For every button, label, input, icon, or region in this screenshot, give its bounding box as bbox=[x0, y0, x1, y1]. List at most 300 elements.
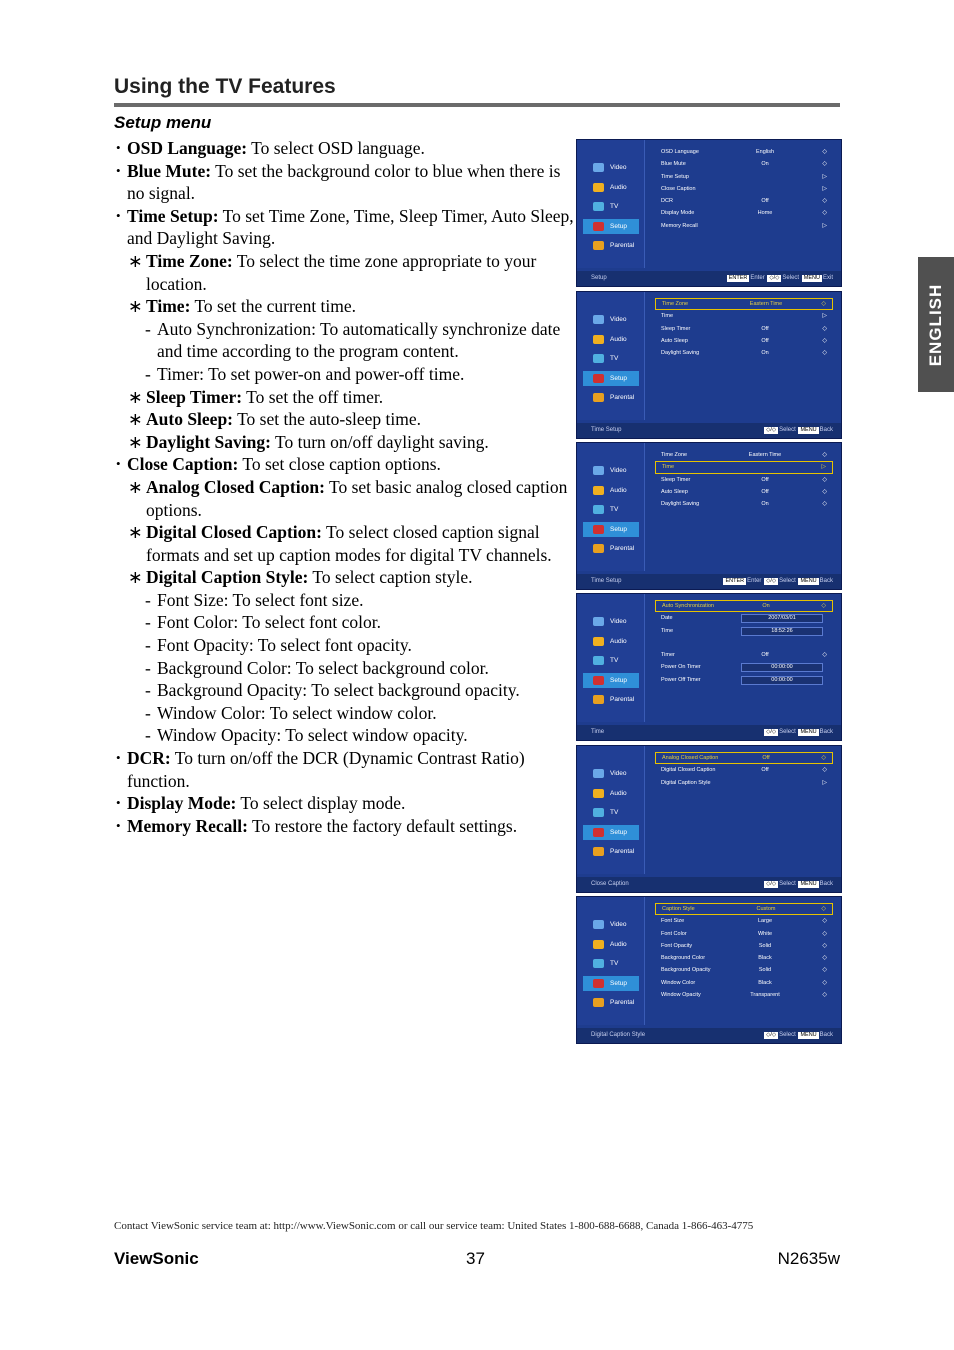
osd-nav-label: Setup bbox=[610, 829, 627, 836]
feature-description: To turn on/off the DCR (Dynamic Contrast Ratio) function. bbox=[127, 748, 525, 791]
arrow-icon: ◇ bbox=[822, 198, 827, 205]
osd-sidebar bbox=[577, 746, 645, 874]
feature-item bbox=[114, 205, 574, 250]
video-icon bbox=[593, 315, 604, 324]
parental-icon bbox=[593, 393, 604, 402]
osd-nav-audio bbox=[583, 180, 639, 195]
feature-description: To set close caption options. bbox=[238, 454, 441, 475]
osd-option-row bbox=[655, 674, 833, 686]
osd-option-row bbox=[655, 977, 833, 989]
setup-icon bbox=[593, 828, 604, 837]
feature-term: DCR: bbox=[127, 748, 171, 769]
osd-nav-setup bbox=[583, 371, 639, 386]
feature-description: Window Color: To select window color. bbox=[157, 702, 437, 723]
osd-option-row bbox=[655, 764, 833, 776]
osd-nav-setup bbox=[583, 219, 639, 234]
audio-icon bbox=[593, 183, 604, 192]
osd-option-row bbox=[655, 310, 833, 322]
title-rule bbox=[114, 103, 840, 107]
osd-options bbox=[655, 449, 833, 510]
feature-item bbox=[114, 363, 574, 386]
arrow-icon: ◇ bbox=[822, 210, 827, 217]
setup-icon bbox=[593, 374, 604, 383]
enter-key: ENTER bbox=[728, 275, 748, 281]
arrow-icon: ◇ bbox=[822, 767, 827, 774]
osd-option-row bbox=[655, 195, 833, 207]
feature-description: To set Time Zone, Time, Sleep Timer, Auto Sleep, and Daylight Saving. bbox=[127, 205, 574, 249]
osd-option-value: On bbox=[762, 603, 770, 609]
osd-option-label: Digital Closed Caption bbox=[661, 767, 716, 774]
osd-footer bbox=[577, 574, 841, 589]
osd-nav-audio bbox=[583, 937, 639, 952]
osd-nav-tv bbox=[583, 805, 639, 820]
feature-item bbox=[114, 137, 574, 160]
menu-label: Back bbox=[819, 881, 833, 887]
osd-option-label: Background Opacity bbox=[661, 967, 711, 974]
feature-description: To set basic analog closed caption options. bbox=[146, 476, 568, 520]
osd-option-row bbox=[655, 915, 833, 927]
enter-key: ENTER bbox=[725, 578, 745, 584]
osd-option-value: English bbox=[755, 149, 775, 155]
osd-sidebar bbox=[577, 594, 645, 722]
feature-item bbox=[114, 815, 574, 838]
osd-screen bbox=[576, 745, 842, 893]
osd-nav-label: TV bbox=[610, 657, 619, 664]
osd-option-row bbox=[655, 928, 833, 940]
feature-term: Digital Caption Style: bbox=[146, 567, 309, 588]
arrow-icon: ◇ bbox=[821, 603, 826, 609]
osd-footer bbox=[577, 1028, 841, 1043]
osd-nav-setup bbox=[583, 522, 639, 537]
osd-nav-label: Video bbox=[610, 467, 627, 474]
feature-item bbox=[114, 453, 574, 476]
select-key: ◇/◇ bbox=[769, 275, 780, 281]
osd-option-value: Off bbox=[761, 767, 769, 774]
feature-item bbox=[114, 408, 574, 431]
osd-option-row bbox=[655, 347, 833, 359]
osd-option-label: Background Color bbox=[661, 955, 706, 962]
osd-option-label: Caption Style bbox=[662, 906, 695, 912]
osd-option-value: Eastern Time bbox=[748, 452, 782, 458]
osd-options bbox=[655, 752, 833, 789]
arrow-icon: ▷ bbox=[821, 464, 826, 471]
osd-nav-label: Setup bbox=[610, 980, 627, 987]
osd-footer bbox=[577, 877, 841, 892]
feature-term: Analog Closed Caption: bbox=[146, 476, 325, 497]
osd-nav-label: Setup bbox=[610, 526, 627, 533]
osd-option-label: Sleep Timer bbox=[661, 476, 691, 483]
parental-icon bbox=[593, 695, 604, 704]
osd-option-value: Off bbox=[761, 652, 769, 659]
feature-item bbox=[114, 295, 574, 318]
osd-option-label: Auto Sleep bbox=[661, 337, 688, 344]
contact-line: Contact ViewSonic service team at: http://www.ViewSonic.com or call our service team: United States 1-800-688-6688, Canada 1-866-463-4775 bbox=[114, 1220, 754, 1232]
osd-option-label: Font Opacity bbox=[661, 942, 693, 949]
enter-label: Enter bbox=[750, 275, 765, 281]
osd-footer-title: Time Setup bbox=[591, 578, 622, 584]
menu-label: Back bbox=[819, 1032, 833, 1038]
osd-option-row bbox=[655, 146, 833, 158]
osd-option-label: Power On Timer bbox=[661, 664, 701, 671]
osd-screen bbox=[576, 442, 842, 590]
parental-icon bbox=[593, 544, 604, 553]
feature-item bbox=[114, 747, 574, 792]
osd-sidebar bbox=[577, 292, 645, 420]
osd-option-value: Home bbox=[757, 210, 773, 217]
osd-options bbox=[655, 298, 833, 359]
osd-nav-parental bbox=[583, 692, 639, 707]
setup-icon bbox=[593, 222, 604, 231]
feature-item bbox=[114, 386, 574, 409]
osd-option-label: Memory Recall bbox=[661, 222, 698, 229]
osd-option-row bbox=[655, 752, 833, 764]
feature-term: Memory Recall: bbox=[127, 815, 248, 836]
video-icon bbox=[593, 920, 604, 929]
feature-item bbox=[114, 657, 574, 680]
osd-option-row bbox=[655, 637, 833, 649]
osd-option-row bbox=[655, 474, 833, 486]
feature-item bbox=[114, 318, 574, 363]
osd-footer-title: Close Caption bbox=[591, 881, 629, 887]
arrow-icon: ▷ bbox=[822, 222, 827, 229]
osd-option-value: Large bbox=[757, 918, 773, 925]
arrow-icon: ◇ bbox=[822, 955, 827, 962]
osd-option-row bbox=[655, 207, 833, 219]
video-icon bbox=[593, 163, 604, 172]
feature-description: Background Color: To select background color. bbox=[157, 657, 489, 678]
tv-icon bbox=[593, 656, 604, 665]
audio-icon bbox=[593, 335, 604, 344]
osd-option-row bbox=[655, 989, 833, 1001]
feature-term: Close Caption: bbox=[127, 454, 239, 475]
osd-nav-label: Video bbox=[610, 921, 627, 928]
osd-nav-setup bbox=[583, 825, 639, 840]
osd-nav-audio bbox=[583, 786, 639, 801]
osd-nav-audio bbox=[583, 634, 639, 649]
osd-option-value: Off bbox=[762, 755, 770, 761]
osd-sidebar bbox=[577, 443, 645, 571]
osd-option-row bbox=[655, 649, 833, 661]
video-icon bbox=[593, 617, 604, 626]
osd-screen bbox=[576, 896, 842, 1044]
feature-description: To select display mode. bbox=[236, 793, 406, 814]
model-number: N2635w bbox=[777, 1249, 840, 1268]
feature-list bbox=[114, 137, 574, 837]
osd-option-value: Off bbox=[761, 476, 769, 483]
feature-item bbox=[114, 634, 574, 657]
osd-nav-video bbox=[583, 160, 639, 175]
osd-option-label: Display Mode bbox=[661, 210, 695, 217]
feature-item bbox=[114, 250, 574, 295]
language-tab-label: ENGLISH bbox=[926, 283, 945, 366]
osd-screen bbox=[576, 291, 842, 439]
audio-icon bbox=[593, 486, 604, 495]
arrow-icon: ◇ bbox=[822, 979, 827, 986]
osd-nav-tv bbox=[583, 653, 639, 668]
osd-nav-label: Audio bbox=[610, 336, 627, 343]
osd-options bbox=[655, 146, 833, 232]
osd-option-value: Black bbox=[758, 979, 772, 986]
osd-footer-title: Time Setup bbox=[591, 427, 622, 433]
osd-option-label: Window Opacity bbox=[661, 992, 701, 999]
feature-term: Blue Mute: bbox=[127, 160, 212, 181]
osd-key-hints bbox=[726, 271, 833, 286]
menu-key: MENU bbox=[800, 881, 817, 887]
select-key: ◇/◇ bbox=[766, 881, 777, 887]
select-key: ◇/◇ bbox=[766, 427, 777, 433]
osd-nav-label: TV bbox=[610, 960, 619, 967]
osd-nav-tv bbox=[583, 351, 639, 366]
arrow-icon: ◇ bbox=[822, 942, 827, 949]
parental-icon bbox=[593, 998, 604, 1007]
osd-option-value: Off bbox=[761, 198, 769, 205]
menu-label: Back bbox=[819, 729, 833, 735]
osd-option-row bbox=[655, 777, 833, 789]
osd-nav-label: Setup bbox=[610, 677, 627, 684]
arrow-icon: ◇ bbox=[822, 161, 827, 168]
osd-value-field: 00:00:00 bbox=[741, 663, 823, 672]
menu-label: Exit bbox=[822, 275, 833, 281]
osd-option-label: Font Color bbox=[661, 930, 687, 937]
osd-key-hints bbox=[763, 725, 833, 740]
menu-key: MENU bbox=[800, 578, 817, 584]
osd-option-label: Close Caption bbox=[661, 185, 696, 192]
osd-nav-label: Video bbox=[610, 164, 627, 171]
osd-option-row bbox=[655, 323, 833, 335]
osd-option-row bbox=[655, 625, 833, 637]
osd-key-hints bbox=[763, 1028, 833, 1043]
feature-term: Time Setup: bbox=[127, 205, 219, 226]
language-tab bbox=[918, 257, 954, 392]
arrow-icon: ◇ bbox=[822, 652, 827, 659]
feature-description: Font Opacity: To select font opacity. bbox=[157, 635, 412, 656]
osd-option-value: Solid bbox=[758, 942, 772, 949]
osd-options bbox=[655, 903, 833, 1001]
menu-key: MENU bbox=[803, 275, 820, 281]
arrow-icon: ◇ bbox=[822, 501, 827, 508]
osd-key-hints bbox=[763, 423, 833, 438]
osd-option-row bbox=[655, 449, 833, 461]
osd-option-value: Off bbox=[761, 325, 769, 332]
arrow-icon: ◇ bbox=[822, 476, 827, 483]
osd-option-value: Solid bbox=[758, 967, 772, 974]
osd-option-value: Off bbox=[761, 488, 769, 495]
osd-nav-parental bbox=[583, 995, 639, 1010]
select-label: Select bbox=[779, 578, 796, 584]
osd-nav-label: Parental bbox=[610, 696, 635, 703]
feature-description: To select the time zone appropriate to your location. bbox=[146, 250, 537, 294]
osd-option-label: Auto Sleep bbox=[661, 488, 688, 495]
setup-icon bbox=[593, 525, 604, 534]
osd-option-value: Transparent bbox=[750, 992, 780, 999]
osd-nav-label: Setup bbox=[610, 223, 627, 230]
feature-description: Window Opacity: To select window opacity. bbox=[157, 725, 468, 746]
brand-name: ViewSonic bbox=[114, 1249, 199, 1268]
feature-description: To select closed caption signal formats and set up caption modes for digital TV channels. bbox=[146, 522, 552, 565]
osd-option-label: Timer bbox=[661, 652, 675, 659]
video-icon bbox=[593, 466, 604, 475]
select-key: ◇/◇ bbox=[766, 1032, 777, 1038]
osd-option-row bbox=[655, 220, 833, 232]
osd-nav-video bbox=[583, 766, 639, 781]
osd-footer bbox=[577, 271, 841, 286]
enter-label: Enter bbox=[747, 578, 762, 584]
osd-option-row bbox=[655, 612, 833, 624]
osd-footer bbox=[577, 423, 841, 438]
select-label: Select bbox=[779, 729, 796, 735]
osd-option-label: Power Off Timer bbox=[661, 676, 701, 683]
tv-icon bbox=[593, 959, 604, 968]
feature-description: To turn on/off daylight saving. bbox=[270, 431, 489, 452]
menu-key: MENU bbox=[800, 427, 817, 433]
osd-footer bbox=[577, 725, 841, 740]
feature-description: To select caption style. bbox=[308, 567, 473, 588]
arrow-icon: ◇ bbox=[822, 930, 827, 937]
osd-screen bbox=[576, 139, 842, 287]
feature-description: Background Opacity: To select background opacity. bbox=[157, 680, 520, 701]
osd-nav-label: Parental bbox=[610, 848, 635, 855]
osd-option-label: Time bbox=[661, 313, 674, 320]
select-label: Select bbox=[782, 275, 800, 281]
osd-nav-tv bbox=[583, 199, 639, 214]
osd-option-label: Daylight Saving bbox=[661, 501, 700, 508]
osd-nav-label: Parental bbox=[610, 242, 635, 249]
osd-option-value: Black bbox=[758, 955, 772, 962]
feature-item bbox=[114, 476, 574, 521]
osd-nav-label: Audio bbox=[610, 487, 627, 494]
feature-item bbox=[114, 611, 574, 634]
osd-option-value: Eastern Time bbox=[749, 301, 783, 307]
feature-term: Display Mode: bbox=[127, 793, 237, 814]
feature-term: Daylight Saving: bbox=[146, 431, 271, 452]
arrow-icon: ◇ bbox=[822, 918, 827, 925]
feature-item bbox=[114, 160, 574, 205]
feature-item bbox=[114, 792, 574, 815]
arrow-icon: ◇ bbox=[822, 992, 827, 999]
osd-option-label: Auto Synchronization bbox=[662, 603, 714, 609]
arrow-icon: ▷ bbox=[822, 313, 827, 320]
osd-nav-audio bbox=[583, 483, 639, 498]
select-label: Select bbox=[779, 427, 796, 433]
feature-term: Digital Closed Caption: bbox=[146, 522, 322, 543]
osd-option-label: Daylight Saving bbox=[661, 350, 700, 357]
arrow-icon: ◇ bbox=[822, 967, 827, 974]
osd-option-value: Custom bbox=[756, 906, 776, 912]
osd-nav-label: Audio bbox=[610, 184, 627, 191]
osd-nav-label: TV bbox=[610, 809, 619, 816]
osd-option-row bbox=[655, 183, 833, 195]
osd-option-row bbox=[655, 158, 833, 170]
osd-screen bbox=[576, 593, 842, 741]
feature-description: Font Color: To select font color. bbox=[157, 612, 381, 633]
feature-description: Auto Synchronization: To automatically synchronize date and time according to the program content. bbox=[157, 318, 561, 362]
osd-sidebar bbox=[577, 897, 645, 1025]
feature-description: Font Size: To select font size. bbox=[157, 589, 364, 610]
tv-icon bbox=[593, 505, 604, 514]
tv-icon bbox=[593, 354, 604, 363]
osd-nav-video bbox=[583, 917, 639, 932]
tv-icon bbox=[593, 202, 604, 211]
osd-option-label: Window Color bbox=[661, 979, 696, 986]
osd-option-row bbox=[655, 171, 833, 183]
arrow-icon: ▷ bbox=[822, 173, 827, 180]
parental-icon bbox=[593, 241, 604, 250]
osd-nav-audio bbox=[583, 332, 639, 347]
feature-item bbox=[114, 431, 574, 454]
feature-description: To set the off timer. bbox=[242, 386, 384, 407]
osd-option-label: Blue Mute bbox=[661, 161, 686, 168]
osd-nav-tv bbox=[583, 502, 639, 517]
parental-icon bbox=[593, 847, 604, 856]
osd-option-label: OSD Language bbox=[661, 149, 699, 155]
osd-option-row bbox=[655, 661, 833, 673]
osd-option-row bbox=[655, 903, 833, 915]
arrow-icon: ◇ bbox=[821, 906, 826, 912]
osd-footer-title: Setup bbox=[591, 275, 607, 281]
select-key: ◇/◇ bbox=[766, 578, 777, 584]
osd-key-hints bbox=[722, 574, 833, 589]
osd-nav-label: Video bbox=[610, 770, 627, 777]
audio-icon bbox=[593, 637, 604, 646]
osd-option-row bbox=[655, 940, 833, 952]
osd-nav-label: Video bbox=[610, 618, 627, 625]
osd-option-label: DCR bbox=[661, 198, 673, 205]
arrow-icon: ◇ bbox=[822, 452, 827, 458]
subsection-title: Setup menu bbox=[114, 113, 212, 132]
section-title: Using the TV Features bbox=[114, 75, 336, 98]
audio-icon bbox=[593, 940, 604, 949]
osd-nav-video bbox=[583, 312, 639, 327]
osd-option-row bbox=[655, 498, 833, 510]
osd-option-row bbox=[655, 298, 833, 310]
arrow-icon: ◇ bbox=[822, 488, 827, 495]
osd-option-value: On bbox=[761, 501, 769, 508]
feature-description: To restore the factory default settings. bbox=[247, 815, 518, 836]
osd-nav-tv bbox=[583, 956, 639, 971]
osd-nav-label: Audio bbox=[610, 638, 627, 645]
osd-option-label: Font Size bbox=[661, 918, 685, 925]
tv-icon bbox=[593, 808, 604, 817]
arrow-icon: ◇ bbox=[821, 301, 826, 307]
osd-option-row bbox=[655, 952, 833, 964]
video-icon bbox=[593, 769, 604, 778]
osd-option-label: Time bbox=[662, 464, 675, 471]
osd-nav-label: Audio bbox=[610, 941, 627, 948]
osd-option-row bbox=[655, 335, 833, 347]
feature-item bbox=[114, 566, 574, 589]
select-label: Select bbox=[779, 1032, 796, 1038]
menu-key: MENU bbox=[800, 1032, 817, 1038]
osd-value-field: 2007/03/01 bbox=[741, 614, 823, 623]
osd-nav-label: Audio bbox=[610, 790, 627, 797]
osd-footer-title: Time bbox=[591, 729, 605, 735]
osd-option-label: Digital Caption Style bbox=[661, 779, 711, 786]
osd-value-field: 00:00:00 bbox=[741, 676, 823, 685]
osd-nav-setup bbox=[583, 673, 639, 688]
audio-icon bbox=[593, 789, 604, 798]
setup-icon bbox=[593, 676, 604, 685]
feature-term: Time Zone: bbox=[146, 250, 233, 271]
osd-option-row bbox=[655, 964, 833, 976]
osd-options bbox=[655, 600, 833, 686]
osd-option-label: Time Zone bbox=[662, 301, 689, 307]
feature-item bbox=[114, 724, 574, 747]
feature-item bbox=[114, 679, 574, 702]
osd-option-label: Time Setup bbox=[661, 173, 689, 180]
osd-option-value: On bbox=[761, 161, 769, 168]
osd-value-field: 18:52:26 bbox=[741, 627, 823, 636]
osd-nav-label: Video bbox=[610, 316, 627, 323]
